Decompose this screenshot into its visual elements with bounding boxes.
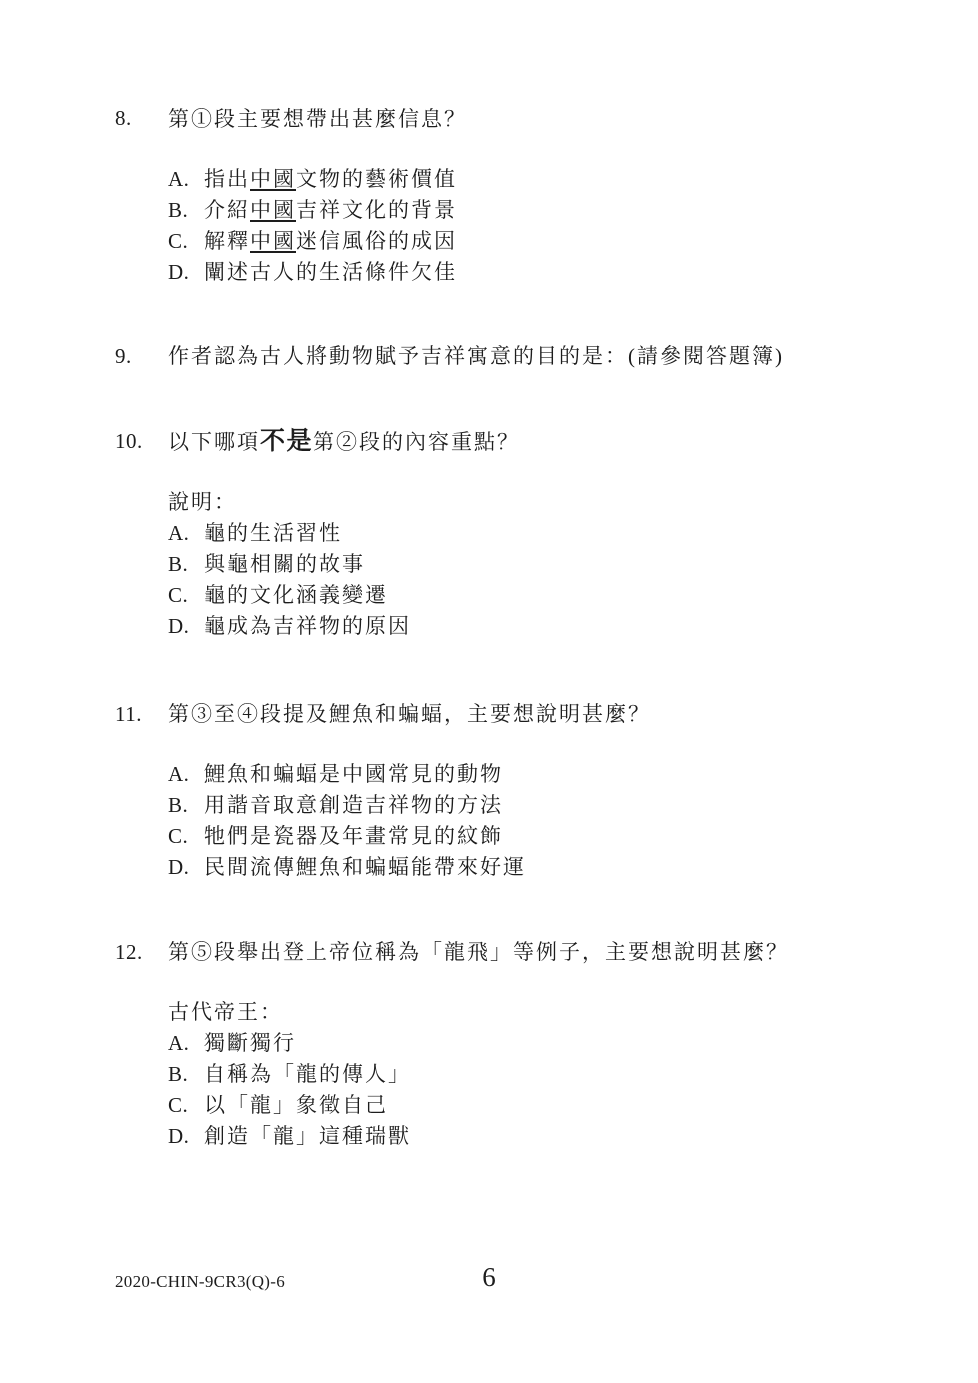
option-c [168,821,938,852]
prompt-text: 以下哪項 [168,430,260,454]
question-number: 9. [115,344,132,368]
option-letter: A. [168,762,190,786]
question-11-prompt-row [115,699,938,730]
option-a [168,164,938,195]
option-text: 用諧音取意創造吉祥物的方法 [204,793,503,817]
question-number: 12. [115,940,143,964]
question-10 [115,426,938,642]
question-11-options [168,759,938,883]
option-text: 創造「龍」這種瑞獸 [204,1124,411,1148]
options-lead-line: 說明： [168,490,237,514]
option-letter: B. [168,1062,189,1086]
option-text [204,195,938,226]
option-c [168,580,938,611]
option-text: 龜的文化涵義變遷 [204,583,388,607]
option-letter: C. [168,824,189,848]
option-b [168,790,938,821]
prompt-text: 作者認為古人將動物賦予吉祥寓意的目的是：(請參閱答題簿) [168,344,784,368]
option-a [168,1028,938,1059]
option-text: 自稱為「龍的傳人」 [204,1062,411,1086]
question-11 [115,699,938,883]
option-b [168,195,938,226]
question-number: 11. [115,702,142,726]
prompt-text: 第②段的內容重點？ [313,430,521,454]
option-letter: B. [168,552,189,576]
option-text: 龜的生活習性 [204,521,342,545]
option-letter: D. [168,614,190,638]
option-text: 與龜相關的故事 [204,552,365,576]
option-d [168,611,938,642]
option-text: 民間流傳鯉魚和蝙蝠能帶來好運 [204,855,526,879]
option-b [168,549,938,580]
option-letter: C. [168,583,189,607]
option-text [204,226,938,257]
option-c [168,226,938,257]
option-text-part: 吉祥文化的背景 [296,198,457,222]
option-text: 鯉魚和蝙蝠是中國常見的動物 [204,762,503,786]
question-prompt [168,103,938,135]
option-letter: A. [168,1031,190,1055]
option-d [168,1121,938,1152]
option-d [168,257,938,288]
option-text-part: 文物的藝術價值 [296,167,457,191]
question-number: 10. [115,429,143,453]
question-9-prompt-row [115,341,938,372]
question-number: 8. [115,106,132,130]
question-prompt [168,341,938,372]
option-text-part: 解釋 [204,229,250,253]
option-text [204,257,938,288]
option-a [168,518,938,549]
option-text-part: 指出 [204,167,250,191]
question-8-options [168,164,938,288]
question-12-options [168,997,938,1152]
option-letter: B. [168,198,189,222]
page-footer [0,1262,978,1302]
page-number: 6 [482,1262,496,1292]
question-10-prompt-row [115,426,938,458]
question-12 [115,937,938,1152]
option-text: 獨斷獨行 [204,1031,296,1055]
document-code: 2020-CHIN-9CR3(Q)-6 [115,1272,286,1291]
option-text [204,164,938,195]
question-9 [115,341,938,372]
option-d [168,852,938,883]
option-letter: D. [168,260,190,284]
option-letter: C. [168,1093,189,1117]
underlined-term: 中國 [250,198,296,222]
option-b [168,1059,938,1090]
option-text: 以「龍」象徵自己 [204,1093,388,1117]
option-text: 龜成為吉祥物的原因 [204,614,411,638]
prompt-text: 第①段主要想帶出甚麼信息？ [168,107,467,131]
option-text-part: 闡述古人的生活條件欠佳 [204,260,457,284]
prompt-emphasis: 不是 [260,427,314,455]
underlined-term: 中國 [250,167,296,191]
option-text: 牠們是瓷器及年畫常見的紋飾 [204,824,503,848]
option-c [168,1090,938,1121]
question-prompt [168,937,938,968]
option-letter: A. [168,521,190,545]
question-8 [115,103,938,288]
options-lead-line: 古代帝王： [168,1000,283,1024]
prompt-text: 第⑤段舉出登上帝位稱為「龍飛」等例子，主要想說明甚麼？ [168,940,789,964]
question-prompt [168,699,938,730]
question-8-prompt-row [115,103,938,135]
underlined-term: 中國 [250,229,296,253]
option-letter: D. [168,855,190,879]
option-text-part: 迷信風俗的成因 [296,229,457,253]
question-prompt [168,426,938,458]
option-letter: C. [168,229,189,253]
option-letter: B. [168,793,189,817]
option-text-part: 介紹 [204,198,250,222]
prompt-text: 第③至④段提及鯉魚和蝙蝠，主要想說明甚麼？ [168,702,651,726]
option-a [168,759,938,790]
option-letter: A. [168,167,190,191]
question-10-options [168,487,938,642]
question-12-prompt-row [115,937,938,968]
option-letter: D. [168,1124,190,1148]
